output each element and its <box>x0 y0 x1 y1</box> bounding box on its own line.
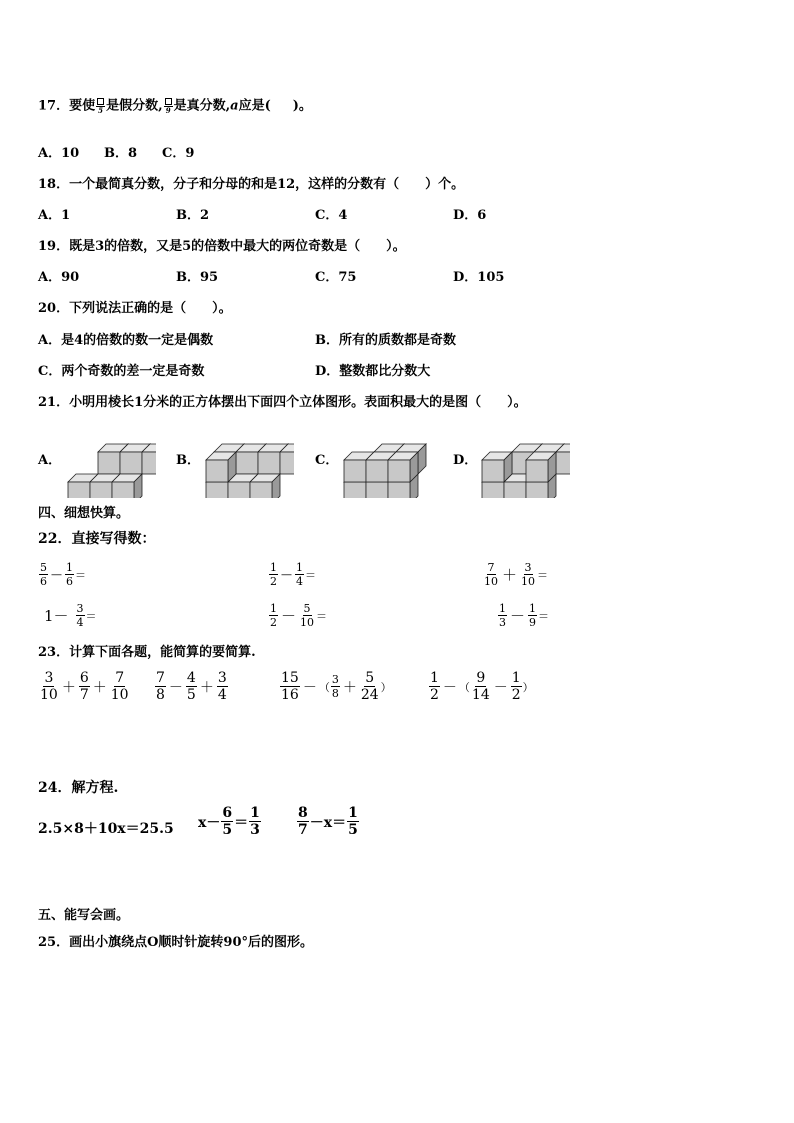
cube-figure-c[interactable] <box>342 426 432 498</box>
q24-equation-2: x－ $\frac{6}{5}$ ＝ $\frac{1}{3}$ <box>198 805 260 838</box>
q17-fraction-1: 5 <box>96 98 105 114</box>
q23-expr-3: $\frac{15}{16}$ － （ $\frac{3}{8}$ ＋ $\frac{5}{24}$ ） <box>281 670 392 703</box>
q20-option-c[interactable]: C．两个奇数的差一定是奇数 <box>38 364 205 379</box>
q21-option-d[interactable]: D． <box>453 453 478 468</box>
q21-option-a[interactable]: A． <box>38 453 62 468</box>
q20-option-d[interactable]: D．整数都比分数大 <box>315 364 431 379</box>
q18-option-b[interactable]: B．2 <box>176 208 210 223</box>
question-20: 20．下列说法正确的是（ ）。 <box>38 301 232 316</box>
section-5-title: 五、能写会画。 <box>38 908 130 923</box>
q17-fraction-2: 9 <box>164 98 173 114</box>
q19-option-c[interactable]: C．75 <box>315 270 357 285</box>
cube <box>250 474 280 498</box>
question-17: 17．要使 5 是假分数, 9 是真分数,a应是( )。 <box>38 98 312 115</box>
q19-option-b[interactable]: B．95 <box>176 270 219 285</box>
q17-option-b[interactable]: B．8 <box>104 146 138 161</box>
question-25: 25．画出小旗绕点O顺时针旋转90°后的图形。 <box>38 935 314 950</box>
q19-option-a[interactable]: A．90 <box>38 270 80 285</box>
cube <box>526 452 556 482</box>
q21-option-b[interactable]: B． <box>176 453 200 468</box>
question-23: 23．计算下面各题，能简算的要简算. <box>38 645 256 660</box>
q18-option-c[interactable]: C．4 <box>315 208 348 223</box>
q22-expr-6: $\frac{1}{3}$ － $\frac{1}{9}$ ＝ <box>499 602 550 629</box>
q20-option-b[interactable]: B．所有的质数都是奇数 <box>315 333 456 348</box>
q24-equation-3: $\frac{8}{7}$ －x＝ $\frac{1}{5}$ <box>298 805 358 838</box>
q22-expr-3: $\frac{7}{10}$ ＋ $\frac{3}{10}$ ＝ <box>484 561 549 588</box>
q23-expr-2: $\frac{7}{8}$ － $\frac{4}{5}$ ＋ $\frac{3}{4}$ <box>156 670 227 703</box>
question-21: 21．小明用棱长1分米的正方体摆出下面四个立体图形。表面积最大的是图（ ）。 <box>38 395 527 410</box>
q22-expr-5: $\frac{1}{2}$ － $\frac{5}{10}$ ＝ <box>270 602 328 629</box>
blank-box-icon <box>97 98 104 105</box>
cube-figure-d[interactable] <box>480 426 570 498</box>
question-18: 18．一个最简真分数，分子和分母的和是12，这样的分数有（ ）个。 <box>38 177 465 192</box>
q21-option-c[interactable]: C． <box>315 453 339 468</box>
cube <box>206 452 236 482</box>
q23-expr-1: $\frac{3}{10}$ ＋ $\frac{6}{7}$ ＋ $\frac{7}{10}$ <box>40 670 129 703</box>
question-22: 22．直接写得数： <box>38 531 156 547</box>
q18-option-d[interactable]: D．6 <box>453 208 487 223</box>
cube <box>482 452 512 482</box>
q20-option-a[interactable]: A．是4的倍数的数一定是偶数 <box>38 333 214 348</box>
blank-box-icon <box>165 98 172 105</box>
q17-option-c[interactable]: C．9 <box>162 146 195 161</box>
q17-option-a[interactable]: A．10 <box>38 146 80 161</box>
cube <box>112 474 142 498</box>
section-4-title: 四、细想快算。 <box>38 506 130 521</box>
q17-label: 17．要使 <box>38 98 96 114</box>
q22-expr-4: 1－ $\frac{3}{4}$ ＝ <box>44 602 97 629</box>
q24-equation-1: 2.5×8＋10x＝25.5 <box>38 821 174 837</box>
q23-expr-4: $\frac{1}{2}$ － （ $\frac{9}{14}$ － $\frac{1}{2}$ ） <box>430 670 534 703</box>
q22-expr-1: $\frac{5}{6}$ — $\frac{1}{6}$ ＝ <box>40 561 86 588</box>
cube <box>388 452 418 482</box>
q18-option-a[interactable]: A．1 <box>38 208 71 223</box>
q22-expr-2: $\frac{1}{2}$ — $\frac{1}{4}$ ＝ <box>270 561 316 588</box>
question-19: 19．既是3的倍数，又是5的倍数中最大的两位奇数是（ ）。 <box>38 239 406 254</box>
cube-figure-a[interactable] <box>66 426 156 498</box>
question-24: 24．解方程. <box>38 780 119 796</box>
q19-option-d[interactable]: D．105 <box>453 270 505 285</box>
cube-figure-b[interactable] <box>204 426 294 498</box>
